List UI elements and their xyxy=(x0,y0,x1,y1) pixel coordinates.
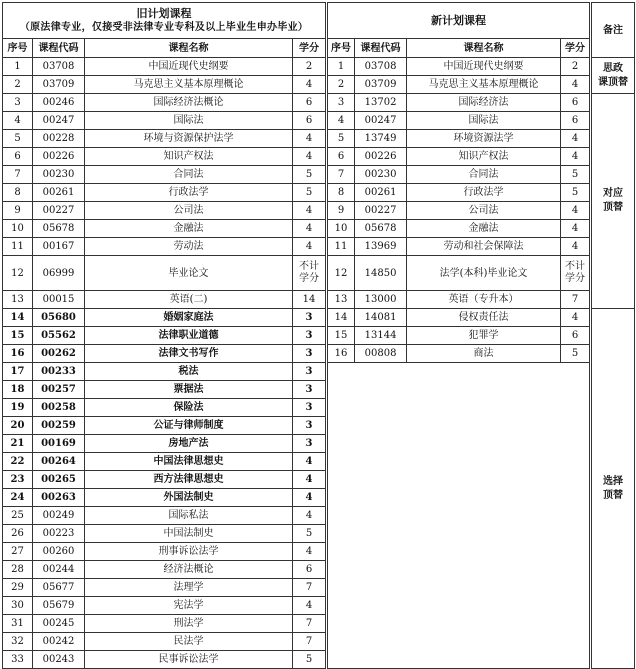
old-seq-cell: 3 xyxy=(3,94,33,112)
new-name-cell: 中国近现代史纲要 xyxy=(407,58,561,76)
old-name-cell: 公证与律师制度 xyxy=(85,417,293,435)
old-code-cell: 00258 xyxy=(33,399,85,417)
old-seq-cell: 2 xyxy=(3,76,33,94)
old-seq-cell: 11 xyxy=(3,238,33,256)
old-credit-cell: 5 xyxy=(293,184,327,202)
new-plan-title: 新计划课程 xyxy=(327,3,591,39)
old-credit-cell: 3 xyxy=(293,309,327,327)
new-code-cell: 00227 xyxy=(355,202,407,220)
new-seq-cell: 6 xyxy=(327,148,355,166)
old-name-cell: 民法学 xyxy=(85,633,293,651)
old-name-cell: 劳动法 xyxy=(85,238,293,256)
new-seq-cell: 15 xyxy=(327,327,355,345)
table-row xyxy=(3,112,635,130)
col-seq-new: 序号 xyxy=(327,39,355,58)
old-credit-cell: 2 xyxy=(293,58,327,76)
old-seq-cell: 23 xyxy=(3,471,33,489)
col-code-new: 课程代码 xyxy=(355,39,407,58)
new-seq-cell: 11 xyxy=(327,238,355,256)
header-row-titles xyxy=(3,3,635,39)
table-row xyxy=(3,94,635,112)
new-code-cell: 13144 xyxy=(355,327,407,345)
old-seq-cell: 19 xyxy=(3,399,33,417)
col-name-old: 课程名称 xyxy=(85,39,293,58)
new-credit-cell: 4 xyxy=(561,202,591,220)
old-name-cell: 中国近现代史纲要 xyxy=(85,58,293,76)
new-code-cell: 13702 xyxy=(355,94,407,112)
old-seq-cell: 6 xyxy=(3,148,33,166)
old-code-cell: 00167 xyxy=(33,238,85,256)
old-code-cell: 00226 xyxy=(33,148,85,166)
old-code-cell: 00245 xyxy=(33,615,85,633)
new-seq-cell: 9 xyxy=(327,202,355,220)
old-seq-cell: 13 xyxy=(3,291,33,309)
new-seq-cell: 1 xyxy=(327,58,355,76)
old-credit-cell: 3 xyxy=(293,399,327,417)
table-row xyxy=(3,363,635,381)
new-credit-cell: 4 xyxy=(561,148,591,166)
new-seq-cell: 14 xyxy=(327,309,355,327)
col-name-new: 课程名称 xyxy=(407,39,561,58)
table-row xyxy=(3,309,635,327)
table-row xyxy=(3,58,635,76)
new-name-cell: 商法 xyxy=(407,345,561,363)
old-code-cell: 00227 xyxy=(33,202,85,220)
old-credit-cell: 5 xyxy=(293,166,327,184)
table-row xyxy=(3,76,635,94)
table-row xyxy=(3,220,635,238)
old-code-cell: 05677 xyxy=(33,579,85,597)
new-seq-cell: 10 xyxy=(327,220,355,238)
old-seq-cell: 14 xyxy=(3,309,33,327)
old-credit-cell: 不计 学分 xyxy=(293,256,327,291)
old-code-cell: 00261 xyxy=(33,184,85,202)
old-credit-cell: 3 xyxy=(293,363,327,381)
new-name-cell: 行政法学 xyxy=(407,184,561,202)
old-name-cell: 金融法 xyxy=(85,220,293,238)
new-credit-cell: 6 xyxy=(561,94,591,112)
old-code-cell: 00260 xyxy=(33,543,85,561)
old-name-cell: 宪法学 xyxy=(85,597,293,615)
old-name-cell: 公司法 xyxy=(85,202,293,220)
old-name-cell: 西方法律思想史 xyxy=(85,471,293,489)
old-code-cell: 05678 xyxy=(33,220,85,238)
old-code-cell: 00242 xyxy=(33,633,85,651)
new-name-cell: 英语（专升本） xyxy=(407,291,561,309)
new-credit-cell: 4 xyxy=(561,130,591,148)
old-code-cell: 00249 xyxy=(33,507,85,525)
old-name-cell: 国际经济法概论 xyxy=(85,94,293,112)
new-name-cell: 金融法 xyxy=(407,220,561,238)
old-code-cell: 00228 xyxy=(33,130,85,148)
old-credit-cell: 14 xyxy=(293,291,327,309)
old-name-cell: 国际法 xyxy=(85,112,293,130)
col-credit-old: 学分 xyxy=(293,39,327,58)
new-credit-cell: 6 xyxy=(561,112,591,130)
old-name-cell: 经济法概论 xyxy=(85,561,293,579)
old-name-cell: 英语(二) xyxy=(85,291,293,309)
col-code-old: 课程代码 xyxy=(33,39,85,58)
old-name-cell: 房地产法 xyxy=(85,435,293,453)
old-name-cell: 知识产权法 xyxy=(85,148,293,166)
old-credit-cell: 3 xyxy=(293,381,327,399)
old-code-cell: 00257 xyxy=(33,381,85,399)
table-row xyxy=(3,202,635,220)
old-name-cell: 行政法学 xyxy=(85,184,293,202)
new-code-cell: 14850 xyxy=(355,256,407,291)
old-name-cell: 合同法 xyxy=(85,166,293,184)
old-credit-cell: 4 xyxy=(293,507,327,525)
old-seq-cell: 4 xyxy=(3,112,33,130)
new-name-cell: 马克思主义基本原理概论 xyxy=(407,76,561,94)
old-seq-cell: 8 xyxy=(3,184,33,202)
old-seq-cell: 10 xyxy=(3,220,33,238)
table-row xyxy=(3,166,635,184)
new-name-cell: 法学(本科)毕业论文 xyxy=(407,256,561,291)
old-plan-title: 旧计划课程 xyxy=(136,6,192,20)
old-seq-cell: 24 xyxy=(3,489,33,507)
old-name-cell: 刑法学 xyxy=(85,615,293,633)
old-name-cell: 马克思主义基本原理概论 xyxy=(85,76,293,94)
old-seq-cell: 18 xyxy=(3,381,33,399)
old-seq-cell: 27 xyxy=(3,543,33,561)
old-credit-cell: 4 xyxy=(293,453,327,471)
old-code-cell: 00230 xyxy=(33,166,85,184)
old-credit-cell: 4 xyxy=(293,597,327,615)
new-credit-cell: 4 xyxy=(561,220,591,238)
old-name-cell: 婚姻家庭法 xyxy=(85,309,293,327)
old-credit-cell: 4 xyxy=(293,130,327,148)
new-code-cell: 00261 xyxy=(355,184,407,202)
new-credit-cell: 5 xyxy=(561,184,591,202)
old-seq-cell: 9 xyxy=(3,202,33,220)
new-credit-cell: 4 xyxy=(561,238,591,256)
new-seq-cell: 8 xyxy=(327,184,355,202)
old-seq-cell: 30 xyxy=(3,597,33,615)
old-credit-cell: 6 xyxy=(293,112,327,130)
remark-political: 思政 课顶替 xyxy=(591,58,635,94)
old-code-cell: 00243 xyxy=(33,651,85,669)
old-seq-cell: 28 xyxy=(3,561,33,579)
new-seq-cell: 13 xyxy=(327,291,355,309)
col-credit-new: 学分 xyxy=(561,39,591,58)
new-name-cell: 劳动和社会保障法 xyxy=(407,238,561,256)
new-name-cell: 犯罪学 xyxy=(407,327,561,345)
new-credit-cell: 5 xyxy=(561,345,591,363)
old-seq-cell: 22 xyxy=(3,453,33,471)
remarks-header: 备注 xyxy=(591,3,635,58)
new-code-cell: 00226 xyxy=(355,148,407,166)
old-code-cell: 00015 xyxy=(33,291,85,309)
old-name-cell: 保险法 xyxy=(85,399,293,417)
table-row xyxy=(3,291,635,309)
old-credit-cell: 3 xyxy=(293,417,327,435)
old-credit-cell: 3 xyxy=(293,435,327,453)
old-seq-cell: 26 xyxy=(3,525,33,543)
old-code-cell: 00244 xyxy=(33,561,85,579)
old-code-cell: 00262 xyxy=(33,345,85,363)
old-name-cell: 毕业论文 xyxy=(85,256,293,291)
new-code-cell: 00247 xyxy=(355,112,407,130)
new-seq-cell: 7 xyxy=(327,166,355,184)
course-mapping-table xyxy=(2,2,635,669)
table-row xyxy=(3,148,635,166)
new-name-cell: 合同法 xyxy=(407,166,561,184)
old-credit-cell: 3 xyxy=(293,345,327,363)
old-credit-cell: 4 xyxy=(293,220,327,238)
old-name-cell: 中国法律思想史 xyxy=(85,453,293,471)
old-seq-cell: 33 xyxy=(3,651,33,669)
new-name-cell: 国际法 xyxy=(407,112,561,130)
old-code-cell: 06999 xyxy=(33,256,85,291)
new-credit-cell: 不计 学分 xyxy=(561,256,591,291)
old-name-cell: 中国法制史 xyxy=(85,525,293,543)
old-name-cell: 法律文书写作 xyxy=(85,345,293,363)
old-credit-cell: 4 xyxy=(293,202,327,220)
table-row xyxy=(3,256,635,291)
new-code-cell: 13749 xyxy=(355,130,407,148)
old-credit-cell: 4 xyxy=(293,238,327,256)
old-plan-header xyxy=(3,3,327,39)
new-name-cell: 公司法 xyxy=(407,202,561,220)
new-credit-cell: 2 xyxy=(561,58,591,76)
new-code-cell: 03709 xyxy=(355,76,407,94)
table-row xyxy=(3,130,635,148)
old-name-cell: 税法 xyxy=(85,363,293,381)
old-code-cell: 00246 xyxy=(33,94,85,112)
old-seq-cell: 16 xyxy=(3,345,33,363)
old-code-cell: 05680 xyxy=(33,309,85,327)
old-credit-cell: 4 xyxy=(293,543,327,561)
old-code-cell: 00169 xyxy=(33,435,85,453)
new-name-cell: 侵权责任法 xyxy=(407,309,561,327)
old-credit-cell: 6 xyxy=(293,94,327,112)
table-row xyxy=(3,327,635,345)
old-code-cell: 03709 xyxy=(33,76,85,94)
new-seq-cell: 12 xyxy=(327,256,355,291)
table-row xyxy=(3,238,635,256)
old-name-cell: 刑事诉讼法学 xyxy=(85,543,293,561)
old-credit-cell: 4 xyxy=(293,148,327,166)
old-seq-cell: 1 xyxy=(3,58,33,76)
old-seq-cell: 15 xyxy=(3,327,33,345)
new-code-cell: 13969 xyxy=(355,238,407,256)
old-code-cell: 00265 xyxy=(33,471,85,489)
table-row xyxy=(3,184,635,202)
old-credit-cell: 7 xyxy=(293,579,327,597)
old-seq-cell: 7 xyxy=(3,166,33,184)
old-seq-cell: 21 xyxy=(3,435,33,453)
old-code-cell: 00223 xyxy=(33,525,85,543)
new-credit-cell: 4 xyxy=(561,76,591,94)
old-seq-cell: 29 xyxy=(3,579,33,597)
old-name-cell: 环境与资源保护法学 xyxy=(85,130,293,148)
old-seq-cell: 17 xyxy=(3,363,33,381)
old-code-cell: 00233 xyxy=(33,363,85,381)
old-credit-cell: 4 xyxy=(293,471,327,489)
old-credit-cell: 5 xyxy=(293,651,327,669)
new-seq-cell: 3 xyxy=(327,94,355,112)
new-credit-cell: 7 xyxy=(561,291,591,309)
header-row-columns xyxy=(3,39,635,58)
old-seq-cell: 31 xyxy=(3,615,33,633)
table-row xyxy=(3,345,635,363)
old-credit-cell: 6 xyxy=(293,561,327,579)
old-seq-cell: 20 xyxy=(3,417,33,435)
old-name-cell: 票据法 xyxy=(85,381,293,399)
new-code-cell: 00230 xyxy=(355,166,407,184)
old-code-cell: 00247 xyxy=(33,112,85,130)
old-seq-cell: 25 xyxy=(3,507,33,525)
new-seq-cell: 5 xyxy=(327,130,355,148)
remark-optional: 选择 顶替 xyxy=(591,309,635,669)
new-code-cell: 03708 xyxy=(355,58,407,76)
old-credit-cell: 4 xyxy=(293,76,327,94)
old-seq-cell: 32 xyxy=(3,633,33,651)
old-name-cell: 法理学 xyxy=(85,579,293,597)
old-credit-cell: 7 xyxy=(293,633,327,651)
new-plan-empty-area xyxy=(327,363,591,669)
new-credit-cell: 6 xyxy=(561,327,591,345)
old-credit-cell: 4 xyxy=(293,489,327,507)
new-credit-cell: 5 xyxy=(561,166,591,184)
new-name-cell: 环境资源法学 xyxy=(407,130,561,148)
new-code-cell: 13000 xyxy=(355,291,407,309)
new-credit-cell: 4 xyxy=(561,309,591,327)
new-seq-cell: 4 xyxy=(327,112,355,130)
old-name-cell: 外国法制史 xyxy=(85,489,293,507)
new-code-cell: 05678 xyxy=(355,220,407,238)
old-code-cell: 03708 xyxy=(33,58,85,76)
new-code-cell: 00808 xyxy=(355,345,407,363)
old-name-cell: 国际私法 xyxy=(85,507,293,525)
col-seq-old: 序号 xyxy=(3,39,33,58)
old-code-cell: 00263 xyxy=(33,489,85,507)
old-code-cell: 05562 xyxy=(33,327,85,345)
old-credit-cell: 3 xyxy=(293,327,327,345)
old-plan-subtitle: （原法律专业，仅接受非法律专业专科及以上毕业生申办毕业） xyxy=(19,21,309,33)
new-name-cell: 国际经济法 xyxy=(407,94,561,112)
old-code-cell: 00264 xyxy=(33,453,85,471)
new-name-cell: 知识产权法 xyxy=(407,148,561,166)
old-code-cell: 05679 xyxy=(33,597,85,615)
new-seq-cell: 2 xyxy=(327,76,355,94)
new-code-cell: 14081 xyxy=(355,309,407,327)
old-credit-cell: 7 xyxy=(293,615,327,633)
remark-corresponding: 对应 顶替 xyxy=(591,94,635,309)
new-seq-cell: 16 xyxy=(327,345,355,363)
old-seq-cell: 5 xyxy=(3,130,33,148)
old-name-cell: 法律职业道德 xyxy=(85,327,293,345)
old-code-cell: 00259 xyxy=(33,417,85,435)
old-credit-cell: 5 xyxy=(293,525,327,543)
old-seq-cell: 12 xyxy=(3,256,33,291)
old-name-cell: 民事诉讼法学 xyxy=(85,651,293,669)
